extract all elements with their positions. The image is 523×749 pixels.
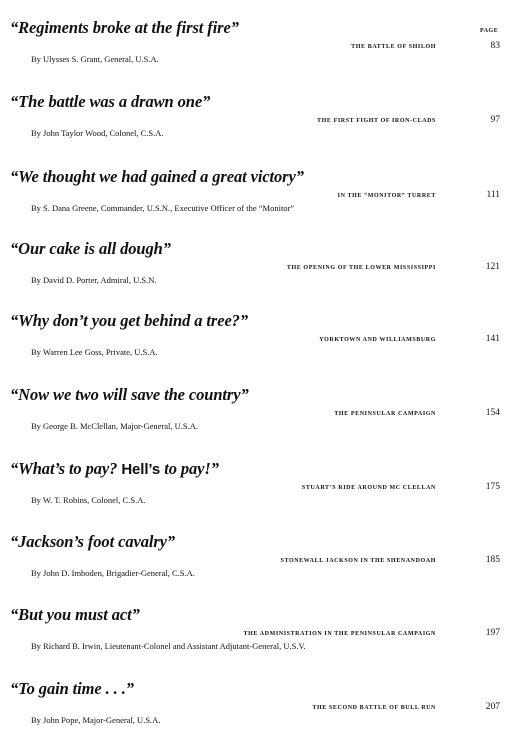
page-number: 121: [485, 262, 500, 272]
page-number: 83: [490, 41, 500, 51]
page-number: 141: [485, 334, 500, 344]
chapter-author: By Ulysses S. Grant, General, U.S.A.: [31, 54, 159, 64]
chapter-author: By John Pope, Major-General, U.S.A.: [31, 715, 161, 725]
chapter-title: “We thought we had gained a great victory”: [10, 167, 304, 186]
chapter-subject: YORKTOWN AND WILLIAMSBURG: [319, 337, 436, 343]
chapter-subject: IN THE “MONITOR” TURRET: [337, 193, 436, 199]
toc-entry-10: [0, 679, 523, 749]
chapter-subject: THE SECOND BATTLE OF BULL RUN: [312, 705, 436, 711]
toc-entry-8: [0, 532, 523, 602]
chapter-title: “Jackson’s foot cavalry”: [10, 532, 176, 551]
chapter-title: “Our cake is all dough”: [10, 239, 171, 258]
title-part: “What’s to pay?: [10, 459, 122, 478]
chapter-author: By John D. Imboden, Brigadier-General, C.S.A.: [31, 568, 195, 578]
page-number: 185: [485, 555, 500, 565]
title-emphasis: Hell’s: [121, 461, 161, 478]
chapter-author: By W. T. Robins, Colonel, C.S.A.: [31, 495, 146, 505]
chapter-subject: THE PENINSULAR CAMPAIGN: [334, 411, 436, 417]
toc-entry-4: [0, 239, 523, 309]
chapter-title: “Regiments broke at the first fire”: [10, 18, 239, 37]
chapter-author: By Richard B. Irwin, Lieutenant-Colonel and Assistant Adjutant-General, U.S.V.: [31, 641, 306, 651]
chapter-title: “To gain time . . .”: [10, 679, 134, 698]
toc-entry-1: [0, 18, 523, 88]
page-number: 207: [485, 702, 500, 712]
page-number: 111: [486, 190, 500, 200]
chapter-author: By David D. Porter, Admiral, U.S.N.: [31, 275, 157, 285]
chapter-title: “The battle was a drawn one”: [10, 92, 211, 111]
chapter-subject: STONEWALL JACKSON IN THE SHENANDOAH: [280, 558, 436, 564]
toc-entry-6: [0, 385, 523, 455]
page-column-label: PAGE: [480, 28, 499, 34]
page-number: 175: [485, 482, 500, 492]
chapter-author: By Warren Lee Goss, Private, U.S.A.: [31, 347, 158, 357]
toc-entry-9: [0, 605, 523, 675]
chapter-subject: THE FIRST FIGHT OF IRON-CLADS: [317, 118, 436, 124]
page-number: 154: [485, 408, 500, 418]
page-number: 97: [490, 115, 500, 125]
chapter-author: By S. Dana Greene, Commander, U.S.N., Executive Officer of the “Monitor”: [31, 203, 295, 213]
chapter-title: “Why don’t you get behind a tree?”: [10, 311, 248, 330]
chapter-title: “But you must act”: [10, 605, 140, 624]
chapter-subject: THE OPENING OF THE LOWER MISSISSIPPI: [286, 265, 436, 271]
toc-entry-7: [0, 459, 523, 529]
page-number: 197: [485, 628, 500, 638]
chapter-title: “Now we two will save the country”: [10, 385, 249, 404]
chapter-author: By George B. McClellan, Major-General, U.S.A.: [31, 421, 199, 431]
chapter-subject: THE ADMINISTRATION IN THE PENINSULAR CAMPAIGN: [243, 631, 436, 637]
toc-entry-3: [0, 167, 523, 237]
chapter-subject: STUART’S RIDE AROUND MC CLELLAN: [301, 485, 436, 491]
title-part: to pay!”: [160, 459, 219, 478]
chapter-subject: THE BATTLE OF SHILOH: [351, 44, 436, 50]
toc-entry-5: [0, 311, 523, 381]
chapter-title: [10, 459, 219, 479]
toc-entry-2: [0, 92, 523, 162]
chapter-author: By John Taylor Wood, Colonel, C.S.A.: [31, 128, 164, 138]
